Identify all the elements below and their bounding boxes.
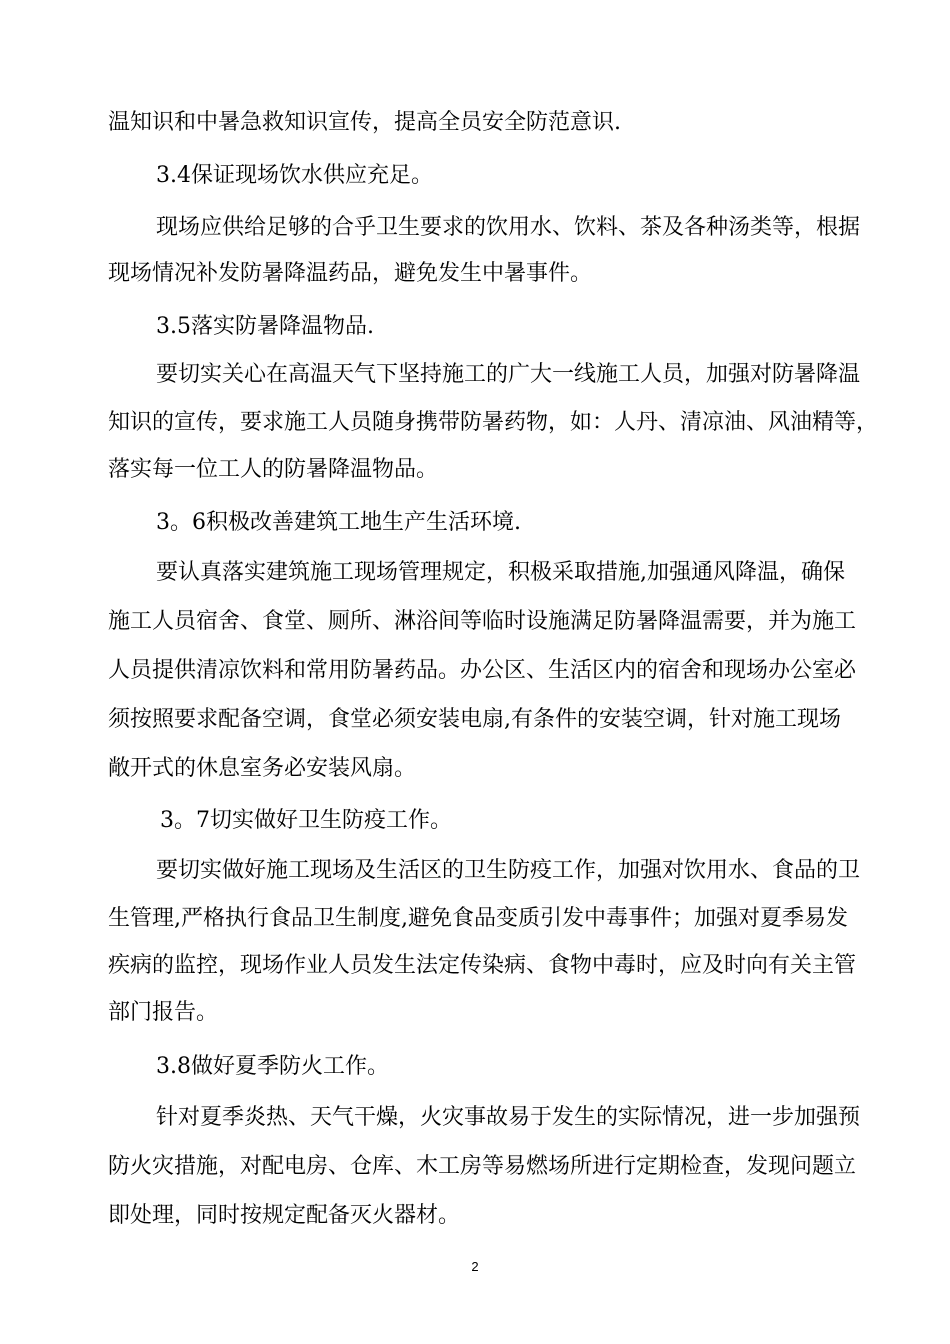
text-line: 即处理，同时按规定配备灭火器材。 bbox=[108, 1203, 461, 1228]
text-line: 疾病的监控，现场作业人员发生法定传染病、食物中毒时，应及时向有关主管 bbox=[108, 953, 857, 978]
text-line: 人员提供清凉饮料和常用防暑药品。办公区、生活区内的宿舍和现场办公室必 bbox=[108, 658, 857, 683]
text-line: 部门报告。 bbox=[108, 1000, 219, 1025]
text-line: 知识的宣传，要求施工人员随身携带防暑药物，如：人丹、清凉油、风油精等， bbox=[108, 410, 879, 435]
text-line: 生管理,严格执行食品卫生制度,避免食品变质引发中毒事件；加强对夏季易发 bbox=[108, 906, 848, 931]
page-number: 2 bbox=[471, 1259, 479, 1274]
text-line: 温知识和中暑急救知识宣传，提高全员安全防范意识. bbox=[108, 110, 621, 135]
section-heading: 3.8做好夏季防火工作。 bbox=[156, 1054, 389, 1079]
section-heading: 3.4保证现场饮水供应充足。 bbox=[156, 163, 433, 188]
text-line: 防火灾措施，对配电房、仓库、木工房等易燃场所进行定期检查，发现问题立 bbox=[108, 1154, 857, 1179]
section-heading: 3。7切实做好卫生防疫工作。 bbox=[160, 808, 452, 833]
text-line: 要切实做好施工现场及生活区的卫生防疫工作，加强对饮用水、食品的卫 bbox=[156, 858, 861, 883]
text-line: 须按照要求配备空调，食堂必须安装电扇,有条件的安装空调，针对施工现场 bbox=[108, 707, 841, 732]
text-line: 落实每一位工人的防暑降温物品。 bbox=[108, 457, 439, 482]
text-line: 施工人员宿舍、食堂、厕所、淋浴间等临时设施满足防暑降温需要，并为施工 bbox=[108, 609, 857, 634]
text-line: 要切实关心在高温天气下坚持施工的广大一线施工人员，加强对防暑降温 bbox=[156, 362, 861, 387]
text-line: 要认真落实建筑施工现场管理规定，积极采取措施,加强通风降温，确保 bbox=[156, 560, 845, 585]
text-line: 现场应供给足够的合乎卫生要求的饮用水、饮料、茶及各种汤类等，根据 bbox=[156, 215, 861, 240]
section-heading: 3。6积极改善建筑工地生产生活环境. bbox=[156, 510, 521, 535]
text-line: 现场情况补发防暑降温药品，避免发生中暑事件。 bbox=[108, 261, 593, 286]
section-heading: 3.5落实防暑降温物品. bbox=[156, 314, 374, 339]
text-line: 针对夏季炎热、天气干燥，火灾事故易于发生的实际情况，进一步加强预 bbox=[156, 1105, 861, 1130]
text-line: 敞开式的休息室务必安装风扇。 bbox=[108, 756, 417, 781]
